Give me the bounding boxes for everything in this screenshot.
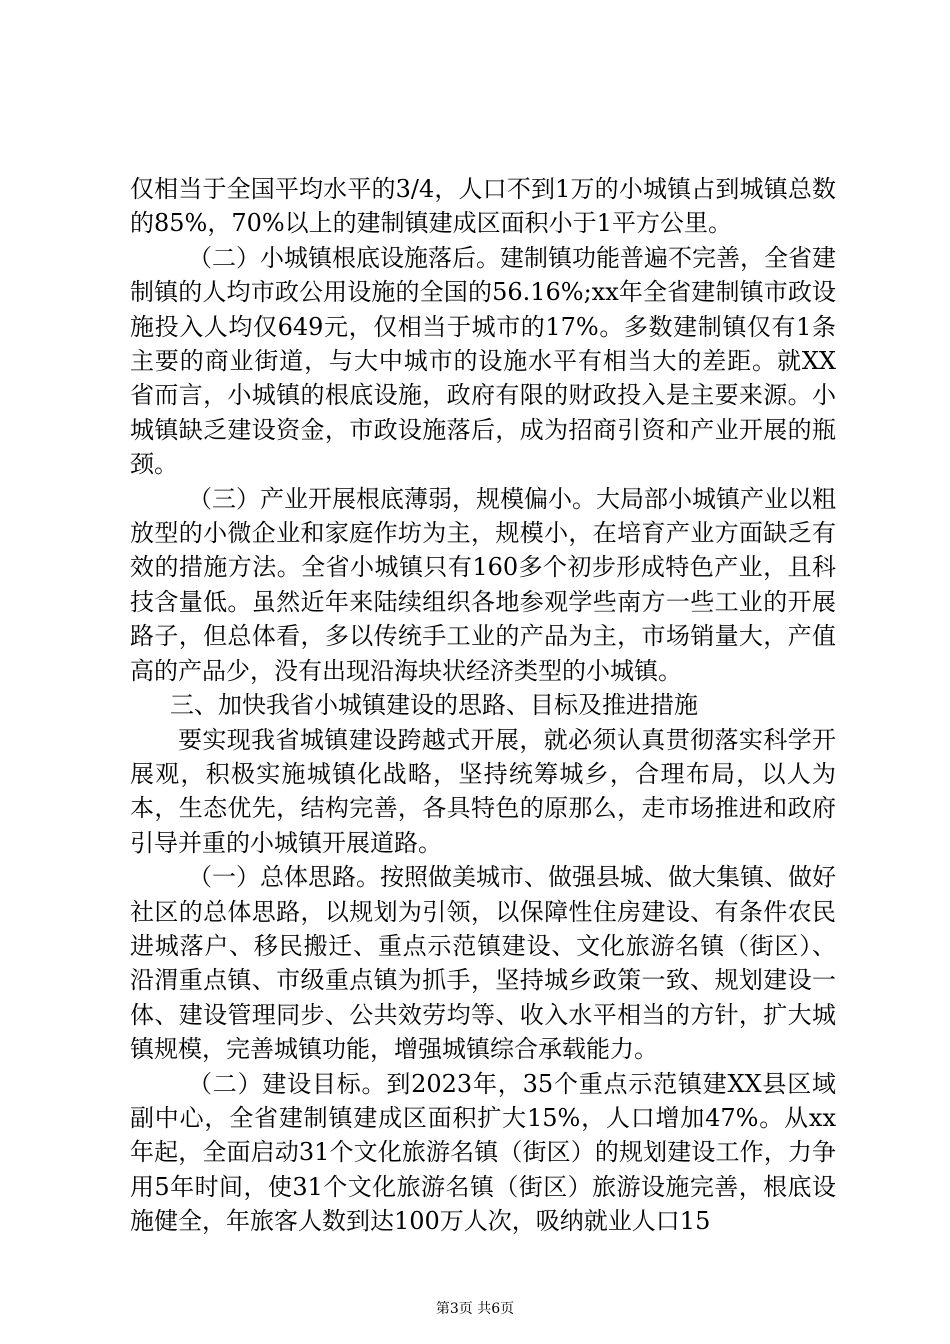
paragraph-continuation: 仅相当于全国平均水平的3/4，人口不到1万的小城镇占到城镇总数的85%，70%以上的建制镇建成区面积小于1平方公里。 xyxy=(130,175,836,238)
section-heading: 三、加快我省小城镇建设的思路、目标及推进措施 xyxy=(170,691,698,720)
page-footer: 第3页 共6页 xyxy=(435,1301,515,1317)
paragraph-intro: 要实现我省城镇建设跨越式开展，就必须认真贯彻落实科学开展观，积极实施城镇化战略，坚持统筹城乡，合理布局，以人为本，生态优先，结构完善，各具特色的原那么，走市场推进和政府引导并重的小城镇开展道路。 xyxy=(130,725,836,857)
paragraph-construction-goals: （二）建设目标。到2023年，35个重点示范镇建XX县区域副中心，全省建制镇建成区面积扩大15%，人口增加47%。从xx年起，全面启动31个文化旅游名镇（街区）的规划建设工作，力争用5年时间，使31个文化旅游名镇（街区）旅游设施完善，根底设施健全，年旅客人数到达100万人次，吸纳就业人口15 xyxy=(130,1069,836,1236)
document-body xyxy=(130,172,836,1239)
paragraph-industry: （三）产业开展根底薄弱，规模偏小。大局部小城镇产业以粗放型的小微企业和家庭作坊为主，规模小，在培育产业方面缺乏有效的措施方法。全省小城镇只有160多个初步形成特色产业，且科技含量低。虽然近年来陆续组织各地参观学些南方一些工业的开展路子，但总体看，多以传统手工业的产品为主，市场销量大，产值高的产品少，没有出现沿海块状经济类型的小城镇。 xyxy=(130,484,836,685)
paragraph-infrastructure: （二）小城镇根底设施落后。建制镇功能普遍不完善，全省建制镇的人均市政公用设施的全国的56.16%;xx年全省建制镇市政设施投入人均仅649元，仅相当于城市的17%。多数建制镇仅有1条主要的商业街道，与大中城市的设施水平有相当大的差距。就XX省而言，小城镇的根底设施，政府有限的财政投入是主要来源。小城镇缺乏建设资金，市政设施落后，成为招商引资和产业开展的瓶颈。 xyxy=(130,243,836,479)
paragraph-overall-approach: （一）总体思路。按照做美城市、做强县城、做大集镇、做好社区的总体思路，以规划为引领，以保障性住房建设、有条件农民进城落户、移民搬迁、重点示范镇建设、文化旅游名镇（街区）、沿渭重点镇、市级重点镇为抓手，坚持城乡政策一致、规划建设一体、建设管理同步、公共效劳均等、收入水平相当的方针，扩大城镇规模，完善城镇功能，增强城镇综合承载能力。 xyxy=(130,863,836,1064)
